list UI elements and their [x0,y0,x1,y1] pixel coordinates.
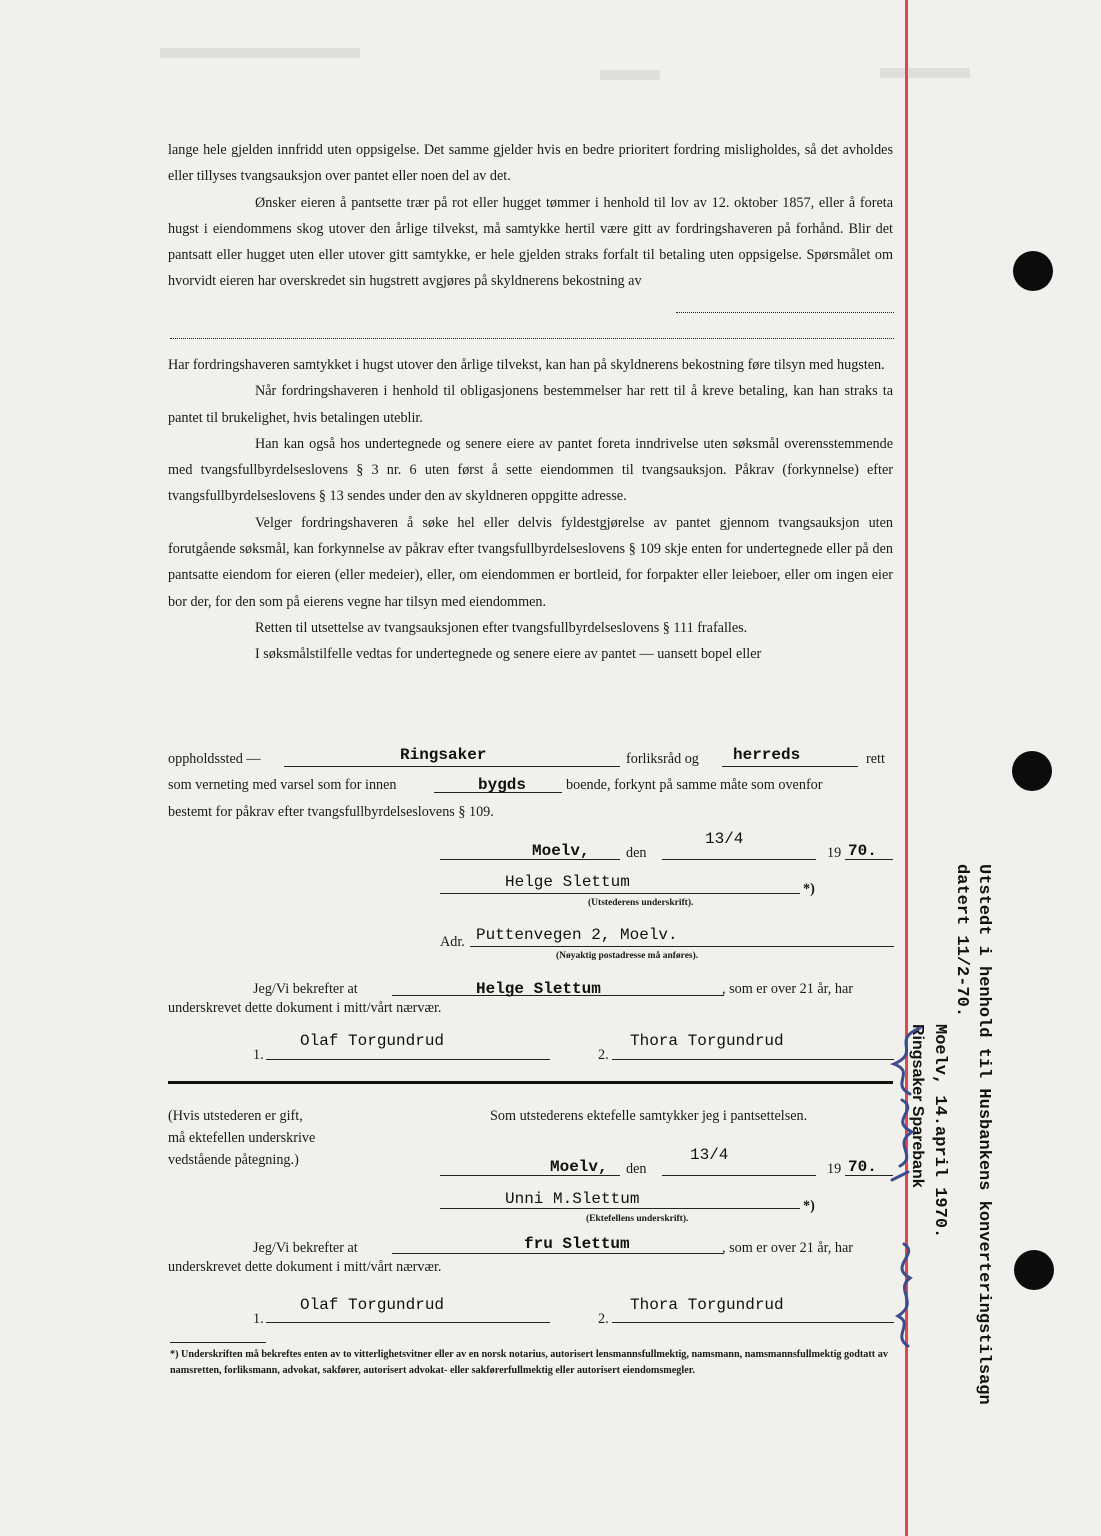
paragraph: Retten til utsettelse av tvangsauksjonen efter tvangsfullbyrdelseslovens § 111 frafalles. [255,619,748,636]
year-suffix: 70. [848,842,877,860]
witness2-line2: underskrevet dette dokument i mitt/vårt nærvær. [168,1259,442,1275]
year-prefix: 19 [827,845,842,861]
witness2-n2: 2. [598,1311,609,1327]
witness1-w1: Olaf Torgundrud [300,1032,445,1050]
witness1-name: Helge Slettum [476,980,601,998]
place-line [440,859,620,860]
venue-line1-prefix: oppholdssted — [168,751,261,767]
witness2-sig-line2 [612,1322,894,1323]
spouse-den: den [626,1161,647,1177]
spouse-year-suffix: 70. [848,1158,877,1176]
witness2-name-line [392,1253,724,1254]
boende-value: bygds [478,776,527,794]
witness1-sig-line2 [612,1059,894,1060]
address-line [470,946,894,947]
spouse-year-prefix: 19 [827,1161,842,1177]
year-line [845,859,893,860]
spouse-sig-caption: (Ektefellens underskrift). [586,1214,689,1224]
witness2-sig-line1 [266,1322,550,1323]
venue-line3: bestemt for påkrav efter tvangsfullbyrdelseslovens § 109. [168,804,494,820]
witness2-w2: Thora Torgundrud [630,1296,784,1314]
issuer-signature: Helge Slettum [505,873,630,891]
margin-note-line3: Moelv, 14.april 1970. [930,1024,949,1239]
spouse-note-line1: (Hvis utstederen er gift, [168,1108,303,1124]
footnote-rule [170,1342,266,1343]
issue-date: 13/4 [705,830,744,848]
bank-stamp: Ringsaker Sparebank [909,1024,926,1188]
paragraph: Han kan også hos undertegnede og senere eiere av pantet foreta inndrivelse uten søksmål overensstemmende med tvangsfullbyrdelseslovens § 3 nr. 6 uten først å sette eiendommen til tvangsauksjon. Påkrav (forkynnelse) efter tvangsfullbyrdelseslovens § 13 sendes under den av skyldneren oppgitte adresse. [168,435,893,505]
paragraph: lange hele gjelden innfridd uten oppsigelse. Det samme gjelder hvis en bedre prioritert fordring misligholdes, så det avholdes eller tillyses tvangsauksjon over pantet eller noen del av det. [168,142,893,185]
handwritten-signature [880,1020,930,1350]
rett-line [722,766,858,767]
spouse-note-line2: må ektefellen underskrive [168,1130,316,1146]
witness2-w1: Olaf Torgundrud [300,1296,445,1314]
venue-line2-end: boende, forkynt på samme måte som ovenfor [566,777,823,793]
rett-value: herreds [733,746,801,764]
witness1-w2: Thora Torgundrud [630,1032,784,1050]
issuer-address: Puttenvegen 2, Moelv. [476,926,678,944]
spouse-place: Moelv, [550,1158,608,1176]
adr-label: Adr. [440,934,465,950]
bleed-through-mark [600,70,660,80]
paragraph: Når fordringshaveren i henhold til obligasjonens bestemmelser har rett til å kreve betaling, kan han straks ta pantet til brukelighet, hvis betalingen uteblir. [168,383,893,426]
witness2-name: fru Slettum [524,1235,630,1253]
witness1-suffix: , som er over 21 år, har [722,981,854,997]
paragraph: Ønsker eieren å pantsette trær på rot eller hugget tømmer i henhold til lov av 12. oktober 1857, eller å foreta hugst i eiendommens skog utover den årlige tilvekst, må samtykke hertil være gitt av fordringshaveren på forhånd. Blir det pantsatt eller hugget uten eller utover gitt samtykke, er hele gjelden straks forfalt til betaling uten oppsigelse. Spørsmålet om hvorvidt eieren har overskredet sin hugstrett avgjøres på skyldnerens bekostning av [168,194,893,290]
spouse-signature: Unni M.Slettum [505,1190,640,1208]
bleed-through-mark [880,68,970,78]
witness2-prefix: Jeg/Vi bekrefter at [253,1240,358,1256]
date-line [662,859,816,860]
body-text [168,352,893,668]
witness2-n1: 1. [253,1311,264,1327]
spouse-signature-line [440,1208,800,1209]
bleed-through-mark [160,48,360,58]
witness1-n2: 2. [598,1047,609,1063]
forliksraad-value: Ringsaker [400,746,487,764]
witness1-sig-line1 [266,1059,550,1060]
witness1-prefix: Jeg/Vi bekrefter at [253,981,358,997]
venue-line2-prefix: som verneting med varsel som for innen [168,777,397,793]
margin-note-line2: datert 11/2-70. [952,864,971,1018]
den-label: den [626,845,647,861]
spouse-date: 13/4 [690,1146,729,1164]
margin-note [950,864,994,1405]
paragraph: I søksmålstilfelle vedtas for undertegnede og senere eiere av pantet — uansett bopel eller [255,646,762,663]
spouse-date-line [662,1175,816,1176]
issuer-signature-line [440,893,800,894]
venue-line1-mid: forliksråd og [626,751,699,767]
spouse-note-line3: vedstående påtegning.) [168,1152,299,1168]
issuer-sig-caption: (Utstederens underskrift). [588,898,694,908]
forliksraad-line [284,766,620,767]
witness1-n1: 1. [253,1047,264,1063]
section-divider [168,1081,893,1084]
issue-place: Moelv, [532,842,590,860]
dotted-fill-line [676,312,894,313]
spouse-sig-mark: *) [803,1198,815,1214]
spouse-consent: Som utstederens ektefelle samtykker jeg i pantsettelsen. [490,1108,808,1124]
footnote: *) Underskriften må bekreftes enten av to vitterlighetsvitner eller av en norsk notarius, autorisert lensmannsfullmektig, namsmann, namsmannsfullmektig godtatt av namsretten, forliksmann, advokat, sakfører, autorisert advokat- eller sakførerfullmektig eller autorisert eiendomsmegler. [170,1349,888,1376]
adr-caption: (Nøyaktig postadresse må anføres). [556,951,699,961]
witness1-line2: underskrevet dette dokument i mitt/vårt nærvær. [168,1000,442,1016]
punch-hole [1014,1250,1054,1290]
venue-line1-end: rett [866,751,885,767]
punch-hole [1012,751,1052,791]
punch-hole [1013,251,1053,291]
paragraph: Velger fordringshaveren å søke hel eller delvis fyldestgjørelse av pantet gjennom tvangsauksjon uten forutgående søksmål, kan forkynnelse av påkrav efter tvangsfullbyrdelseslovens § 109 skje enten for undertegnede eller på den pantsatte eiendom for eieren (eller medeier), eller, om eiendommen er bortleid, for forpakter eller leieboer, eller om ingen eier bor der, for den som på eierens vegne har tilsyn med eiendommen. [168,514,893,610]
witness2-suffix: , som er over 21 år, har [722,1240,854,1256]
paragraph: Har fordringshaveren samtykket i hugst utover den årlige tilvekst, kan han på skyldnerens bekostning føre tilsyn med hugsten. [168,357,885,373]
margin-note-line1: Utstedt i henhold til Husbankens konverteringstilsagn [974,864,993,1405]
dotted-fill-line [170,338,894,339]
issuer-sig-mark: *) [803,881,815,897]
body-text [168,137,893,295]
